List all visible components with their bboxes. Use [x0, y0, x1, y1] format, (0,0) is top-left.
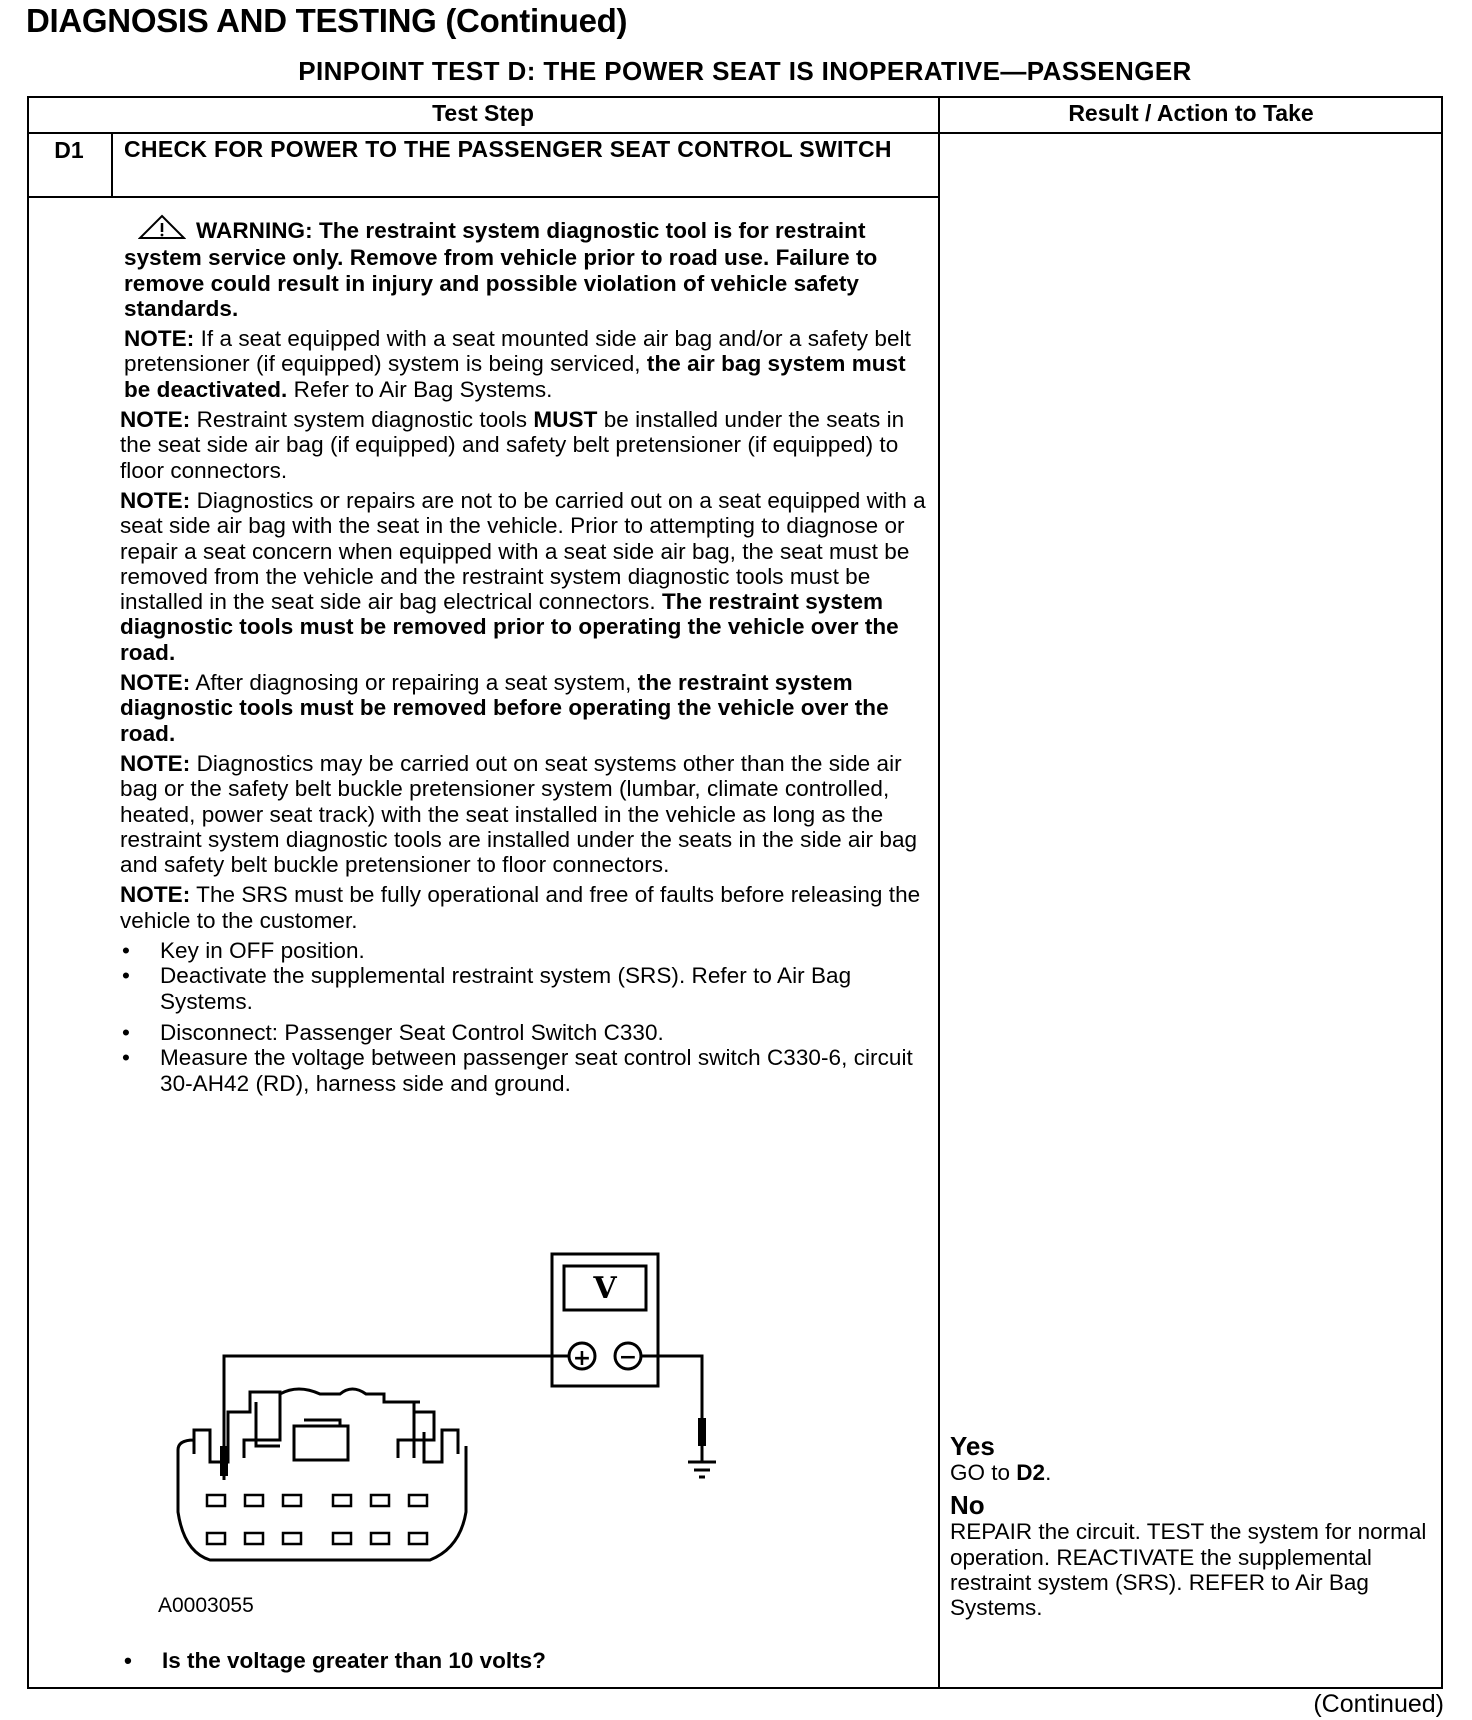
- step-id-divider: [111, 132, 113, 197]
- positive-lead-wire: [224, 1356, 582, 1480]
- no-label: No: [950, 1490, 985, 1521]
- list-item-text: Key in OFF position.: [160, 938, 365, 964]
- warning-text: The restraint system diagnostic tool is for restraint system service only. Remove from vehicle prior to road use. Failure to remove could result in injury and possible violation of vehicle safety standards.: [124, 218, 878, 321]
- note-5: [120, 751, 930, 877]
- bullet-icon: •: [124, 1648, 132, 1673]
- pinpoint-test-title: PINPOINT TEST D: THE POWER SEAT IS INOPERATIVE—PASSENGER: [298, 56, 1192, 86]
- step-row-divider: [27, 196, 939, 198]
- connector-voltage-diagram: [170, 1250, 730, 1590]
- bullet-icon: •: [122, 938, 130, 964]
- note-text: Restraint system diagnostic tools: [196, 407, 528, 433]
- note-label: NOTE:: [120, 750, 191, 776]
- plus-symbol: +: [572, 1346, 592, 1371]
- list-item-text: Deactivate the supplemental restraint system (SRS). Refer to Air Bag Systems.: [160, 963, 852, 1014]
- warning-block: [124, 214, 930, 321]
- minus-symbol: −: [618, 1345, 638, 1370]
- note-text: Refer to Air Bag Systems.: [293, 376, 553, 402]
- step-body: [120, 214, 930, 1096]
- no-action: REPAIR the circuit. TEST the system for normal operation. REACTIVATE the supplemental restraint system (SRS). REFER to Air Bag Systems.: [950, 1519, 1427, 1621]
- note-label: NOTE:: [120, 882, 191, 908]
- note-label: NOTE:: [120, 487, 191, 513]
- note-text: After diagnosing or repairing a seat system,: [195, 670, 632, 696]
- warning-icon: [138, 214, 186, 245]
- note-emphasis: MUST: [533, 407, 598, 433]
- bullet-icon: •: [122, 1019, 130, 1045]
- yes-action-text: GO to: [950, 1460, 1011, 1485]
- note-1: [124, 326, 930, 402]
- yes-target-link[interactable]: D2: [1016, 1460, 1046, 1485]
- step-id: D1: [54, 137, 84, 163]
- warning-label: WARNING:: [196, 218, 313, 243]
- continued-footer: (Continued): [1313, 1690, 1444, 1718]
- yes-label: Yes: [950, 1431, 995, 1461]
- list-item: [120, 938, 930, 963]
- header-divider: [27, 132, 1443, 134]
- note-text: If a seat equipped with a seat mounted side air bag and/or a safety belt pretensioner (if equipped) system is being serviced,: [124, 326, 911, 377]
- result-action-panel: [950, 1432, 1430, 1620]
- bullet-icon: •: [122, 963, 130, 989]
- note-2: [120, 407, 930, 483]
- note-4: [120, 670, 930, 746]
- meter-label: V: [593, 1271, 617, 1306]
- note-emphasis: The restraint system diagnostic tools must be removed prior to operating the vehicle over the road.: [120, 589, 899, 665]
- connector-pins: [207, 1495, 427, 1544]
- yes-action: [950, 1460, 1430, 1485]
- note-label: NOTE:: [120, 670, 191, 696]
- header-result-action: Result / Action to Take: [1068, 100, 1314, 126]
- step-question: [124, 1648, 546, 1674]
- step-title: CHECK FOR POWER TO THE PASSENGER SEAT CONTROL SWITCH: [124, 136, 892, 162]
- page-title: DIAGNOSIS AND TESTING (Continued): [26, 2, 628, 39]
- note-3: [120, 488, 930, 665]
- list-item: [120, 1045, 930, 1096]
- note-emphasis: the restraint system diagnostic tools must be removed before operating the vehicle over the road.: [120, 670, 889, 746]
- list-item-text: Measure the voltage between passenger seat control switch C330-6, circuit 30-AH42 (RD), harness side and ground.: [160, 1045, 913, 1096]
- column-divider: [938, 96, 940, 1689]
- note-text: be installed under the seats in the seat side air bag (if equipped) and safety belt pretensioner (if equipped) to floor connectors.: [120, 407, 905, 483]
- note-text: Diagnostics or repairs are not to be carried out on a seat equipped with a seat side air bag with the seat in the vehicle. Prior to attempting to diagnose or repair a seat concern when equipped with a seat side air bag, the seat must be removed from the vehicle and the restraint system diagnostic tools must be installed in the seat side air bag electrical connectors.: [120, 487, 926, 615]
- figure-id: A0003055: [158, 1594, 254, 1617]
- list-item-text: Disconnect: Passenger Seat Control Switch C330.: [160, 1019, 664, 1045]
- note-emphasis: the air bag system must be deactivated.: [124, 351, 906, 402]
- bullet-icon: •: [122, 1045, 130, 1071]
- note-6: [120, 882, 930, 933]
- note-label: NOTE:: [124, 326, 195, 352]
- header-test-step: Test Step: [432, 100, 534, 126]
- note-text: Diagnostics may be carried out on seat systems other than the side air bag or the safety belt buckle pretensioner system (lumbar, climate controlled, heated, power seat track) with the seat installed in the vehicle as long as the restraint system diagnostic tools are installed under the seats in the side air bag and safety belt buckle pretensioner to floor connectors.: [120, 750, 918, 878]
- question-text: Is the voltage greater than 10 volts?: [162, 1648, 546, 1673]
- list-item: [120, 963, 930, 1014]
- yes-period: .: [1045, 1460, 1052, 1485]
- note-label: NOTE:: [120, 407, 191, 433]
- note-text: The SRS must be fully operational and free of faults before releasing the vehicle to the customer.: [120, 882, 921, 933]
- list-item: [120, 1020, 930, 1045]
